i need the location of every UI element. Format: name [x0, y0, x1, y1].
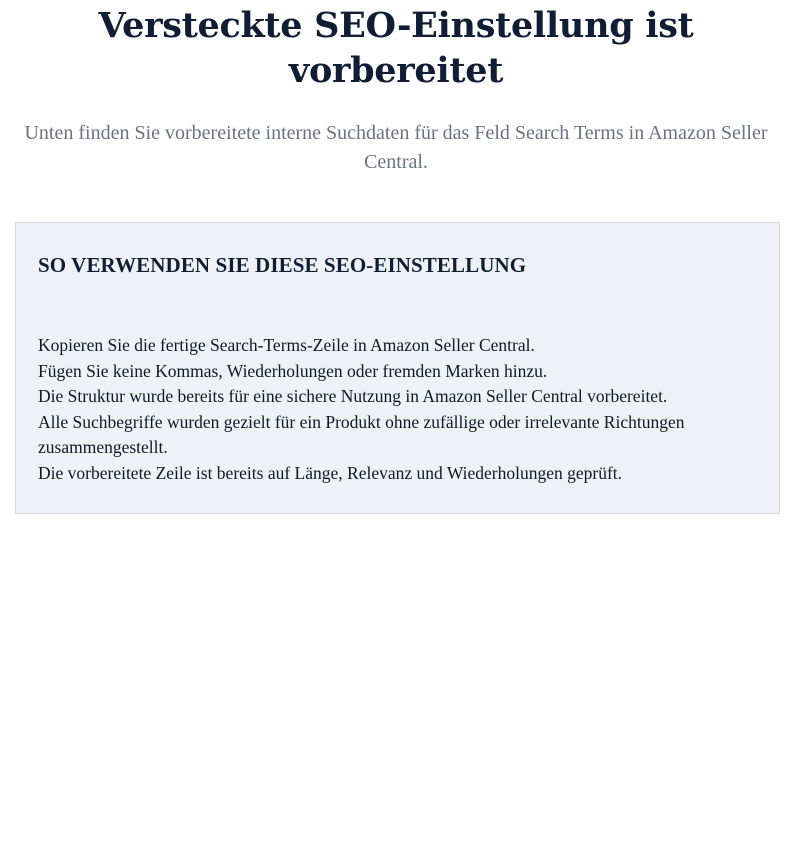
- instructions-card: [15, 222, 780, 514]
- instruction-line: Alle Suchbegriffe wurden gezielt für ein Produkt ohne zufällige oder irrelevante Richtungen zusammengestellt.: [38, 411, 685, 458]
- instructions-body: [38, 333, 757, 487]
- instructions-heading: SO VERWENDEN SIE DIESE SEO-EINSTELLUNG: [38, 253, 527, 277]
- page-title: Versteckte SEO-Einstellung ist vorbereitet: [98, 5, 694, 91]
- instruction-line: Fügen Sie keine Kommas, Wiederholungen oder fremden Marken hinzu.: [38, 360, 548, 381]
- instruction-line: Die vorbereitete Zeile ist bereits auf Länge, Relevanz und Wiederholungen geprüft.: [38, 462, 623, 483]
- instruction-line: Kopieren Sie die fertige Search-Terms-Zeile in Amazon Seller Central.: [38, 335, 535, 355]
- instruction-line: Die Struktur wurde bereits für eine sichere Nutzung in Amazon Seller Central vorbereitet.: [38, 386, 668, 407]
- page-subtitle: Unten finden Sie vorbereitete interne Suchdaten für das Feld Search Terms in Amazon Seller Central.: [24, 122, 768, 173]
